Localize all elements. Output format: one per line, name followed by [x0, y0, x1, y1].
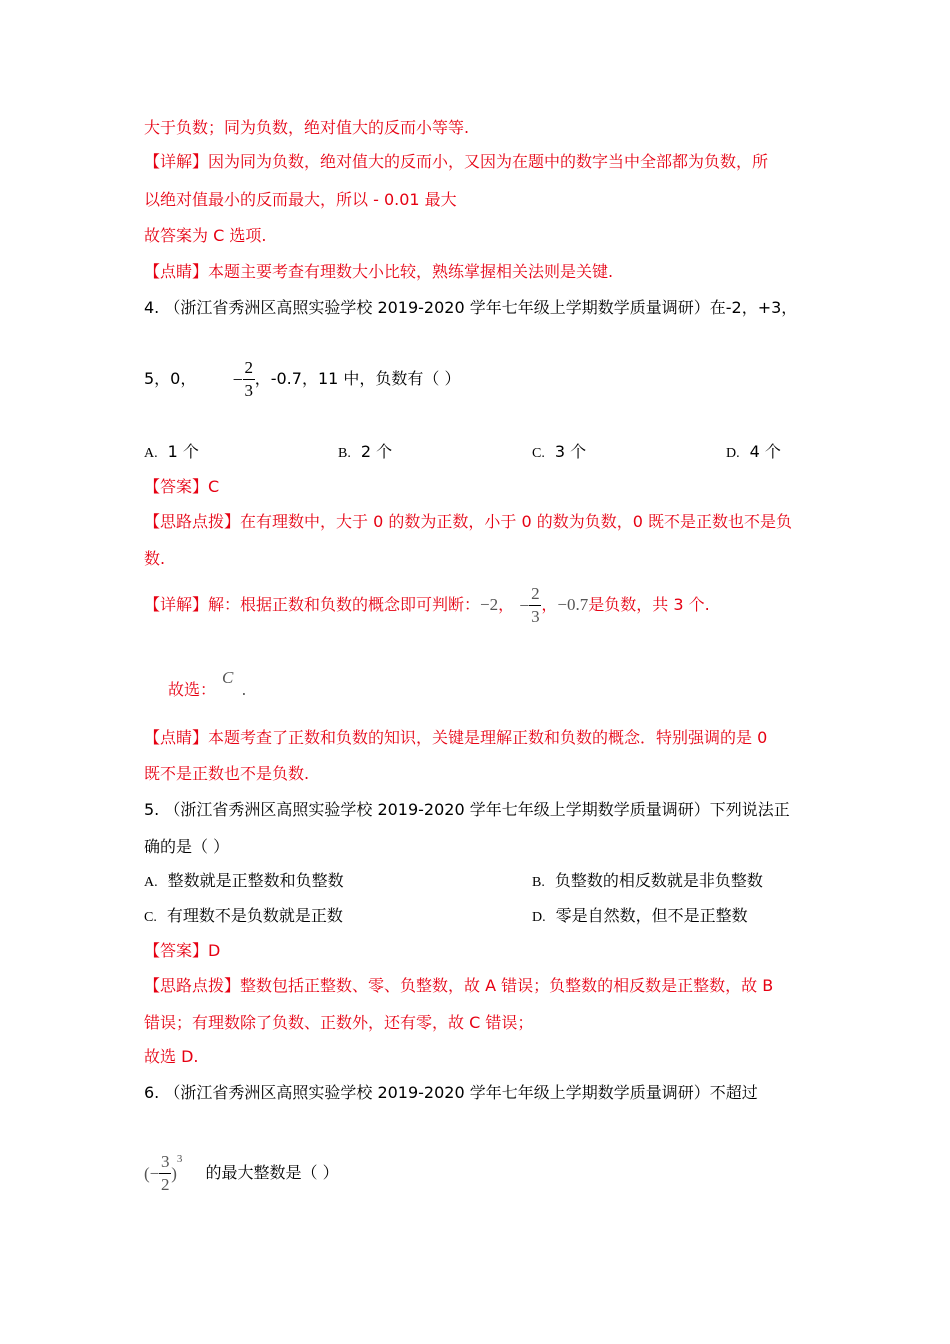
q5-option-b-letter: B. — [532, 875, 545, 890]
q4-detail — [144, 582, 710, 629]
q4-answer — [144, 477, 219, 497]
q4-option-b-text: 2 个 — [360, 442, 393, 461]
q6-stem-line1: 6. （浙江省秀洲区高照实验学校 2019-2020 学年七年级上学期数学质量调研）不超过 — [144, 1083, 758, 1102]
q4-stem-line1: 4. （浙江省秀洲区高照实验学校 2019-2020 学年七年级上学期数学质量调研）在-2，+3， — [144, 298, 798, 317]
q3-explanation-tail: 大于负数；同为负数，绝对值大的反而小等等. — [144, 118, 470, 137]
q5-option-a-text: 整数就是正整数和负整数 — [167, 871, 344, 890]
q4-answer-tag: 【答案】 — [144, 477, 209, 496]
q4-detail-fraction — [529, 583, 541, 628]
q5-hint-line2: 错误；有理数除了负数、正数外，还有零，故 C 错误； — [144, 1013, 534, 1032]
q5-option-d-text: 零是自然数，但不是正整数 — [555, 906, 748, 925]
q4-stem-line2 — [144, 356, 460, 403]
q4-option-d-letter: D. — [726, 446, 740, 461]
q4-fraction — [243, 357, 255, 402]
q5-stem-line1: 5. （浙江省秀洲区高照实验学校 2019-2020 学年七年级上学期数学质量调研）下列说法正 — [144, 800, 790, 819]
q4-detail-prefix: 解：根据正数和负数的概念即可判断： — [208, 595, 481, 614]
q3-detail-line2: 以绝对值最小的反而最大，所以 - 0.01 最大 — [144, 190, 457, 209]
q4-frac-sign: − — [232, 369, 243, 390]
q6-expr-den: 2 — [161, 1175, 170, 1195]
q5-option-a[interactable] — [144, 871, 344, 893]
q5-hint-tag: 【思路点拨】 — [144, 976, 241, 995]
q5-stem-line2: 确的是（ ） — [144, 837, 230, 856]
q4-hint-line1 — [144, 512, 792, 532]
q5-option-c[interactable] — [144, 906, 343, 928]
q4-detail-m2: −0.7 — [557, 595, 589, 614]
q4-stem-prefix: 5，0， — [144, 369, 197, 388]
q5-option-c-text: 有理数不是负数就是正数 — [166, 906, 343, 925]
q4-option-d-text: 4 个 — [749, 442, 781, 461]
q4-detail-sep1: ， — [498, 595, 515, 614]
q4-choose-value: C — [222, 668, 234, 687]
q3-comment-text: 本题主要考查有理数大小比较，熟练掌握相关法则是关键. — [208, 262, 614, 281]
q4-option-c[interactable] — [532, 442, 586, 464]
q3-detail-line1 — [144, 152, 768, 172]
q5-option-b-text: 负整数的相反数就是非负整数 — [554, 871, 763, 890]
q4-option-a-text: 1 个 — [167, 442, 199, 461]
q6-stem-line2 — [144, 1146, 339, 1197]
q5-answer — [144, 941, 220, 961]
q6-expr-close: ) — [171, 1163, 177, 1183]
q5-hint-line3: 故选 D. — [144, 1047, 199, 1066]
q3-detail-text1: 因为同为负数，绝对值大的反而小，又因为在题中的数字当中全部都为负数，所 — [208, 152, 769, 171]
q4-hint-line2: 数. — [144, 549, 166, 568]
q4-choose-suffix: . — [241, 680, 247, 699]
q4-choose-prefix: 故选： — [168, 680, 217, 699]
q3-detail-tag: 【详解】 — [144, 152, 209, 171]
q5-option-a-letter: A. — [144, 875, 158, 890]
q5-answer-value: D — [208, 941, 221, 960]
q4-comment-line2: 既不是正数也不是负数. — [144, 764, 310, 783]
q4-detail-frac-num: 2 — [531, 584, 540, 603]
q4-hint-tag: 【思路点拨】 — [144, 512, 241, 531]
q6-expr-open: (− — [144, 1163, 160, 1183]
q6-expr-exponent: 3 — [176, 1153, 183, 1165]
q4-option-b[interactable] — [338, 442, 392, 464]
q4-comment-tag: 【点睛】 — [144, 728, 209, 747]
q3-comment-tag: 【点睛】 — [144, 262, 209, 281]
q6-stem-suffix: 的最大整数是（ ） — [205, 1163, 339, 1183]
q5-hint-line1 — [144, 976, 773, 996]
q4-comment-line1 — [144, 728, 767, 748]
q4-detail-sep2: ， — [541, 595, 558, 614]
q6-expr-fraction — [159, 1151, 171, 1196]
q4-option-a[interactable] — [144, 442, 199, 464]
q4-comment-text1: 本题考查了正数和负数的知识，关键是理解正数和负数的概念．特别强调的是 0 — [208, 728, 768, 747]
q4-hint-text1: 在有理数中，大于 0 的数为正数，小于 0 的数为负数，0 既不是正数也不是负 — [240, 512, 792, 531]
q4-frac-num: 2 — [244, 358, 253, 377]
q4-option-c-letter: C. — [532, 446, 545, 461]
q5-answer-tag: 【答案】 — [144, 941, 209, 960]
q4-detail-tag: 【详解】 — [144, 595, 209, 614]
q3-comment — [144, 262, 613, 282]
q4-detail-frac-sign: − — [519, 595, 530, 616]
q5-option-b[interactable] — [532, 871, 763, 893]
q4-option-d[interactable] — [726, 442, 781, 464]
q4-option-c-text: 3 个 — [554, 442, 587, 461]
q4-answer-value: C — [208, 477, 220, 496]
q5-option-d[interactable] — [532, 906, 748, 928]
q3-answer-line: 故答案为 C 选项. — [144, 226, 267, 245]
q4-detail-frac-den: 3 — [531, 607, 540, 626]
q4-option-a-letter: A. — [144, 446, 158, 461]
q4-option-b-letter: B. — [338, 446, 351, 461]
q4-detail-suffix: 是负数，共 3 个. — [588, 595, 710, 614]
q4-stem-suffix: ，-0.7，11 中，负数有（ ） — [254, 369, 461, 388]
q4-frac-den: 3 — [244, 381, 253, 400]
q5-hint-text1: 整数包括正整数、零、负整数，故 A 错误；负整数的相反数是正整数，故 B — [240, 976, 774, 995]
q5-option-c-letter: C. — [144, 910, 157, 925]
q4-detail-m1: −2 — [480, 595, 499, 614]
q4-choose — [168, 668, 247, 702]
q6-expr-num: 3 — [161, 1152, 170, 1172]
q5-option-d-letter: D. — [532, 910, 546, 925]
